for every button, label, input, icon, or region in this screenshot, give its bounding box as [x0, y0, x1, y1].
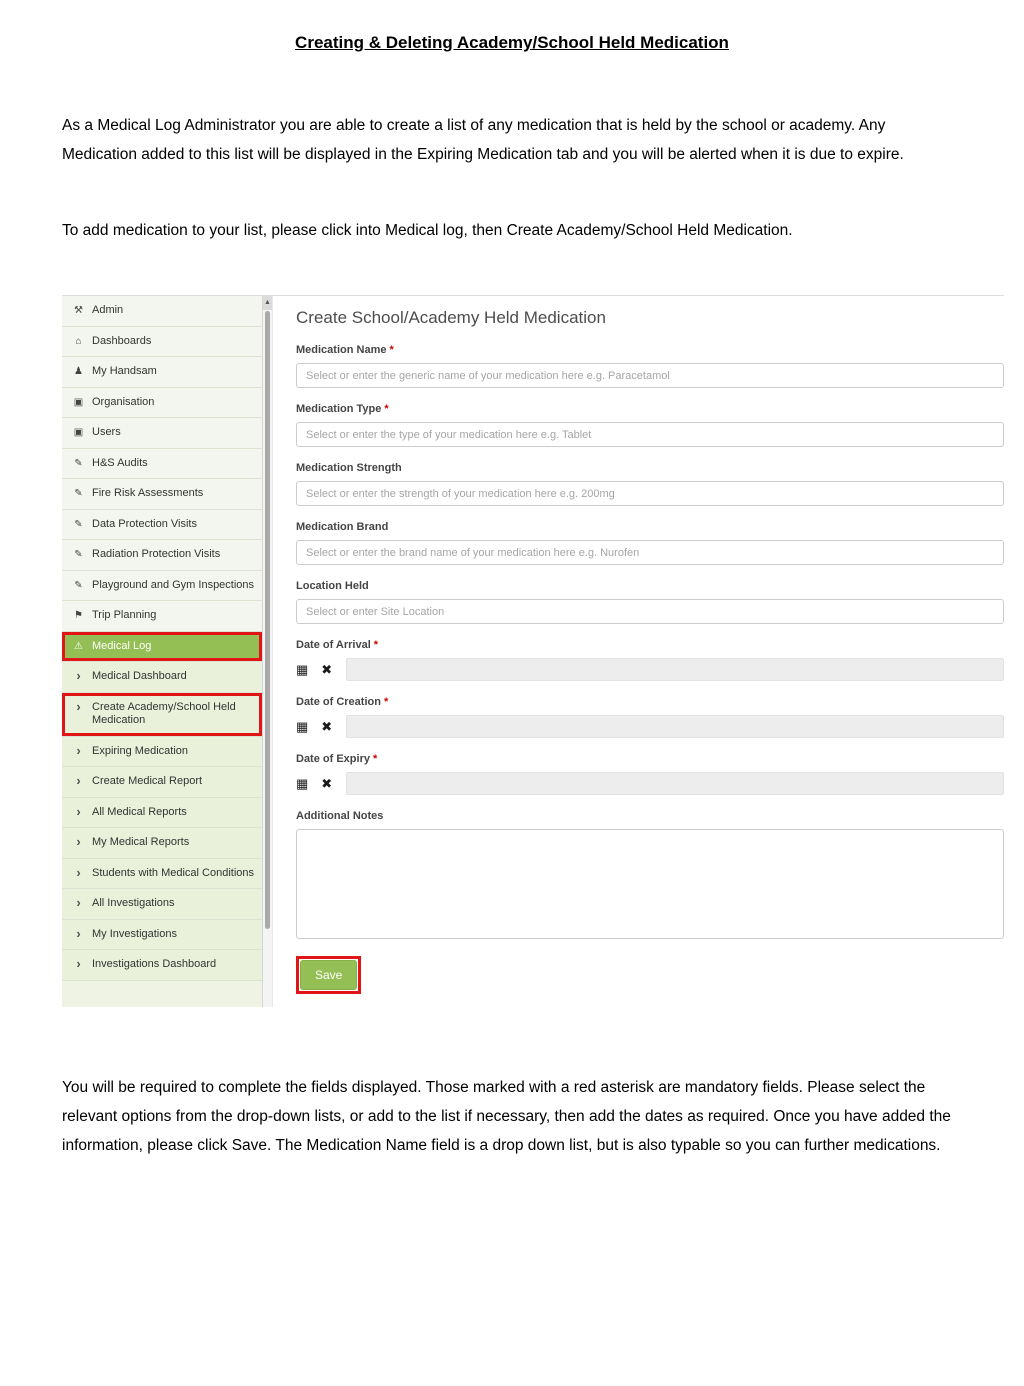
chevron-icon: › [76, 956, 81, 971]
page-title [0, 0, 1024, 53]
briefcase-icon: ▣ [73, 396, 84, 408]
sidebar-item-h-s-audits[interactable] [62, 449, 262, 480]
sidebar-item-label: Data Protection Visits [92, 517, 197, 530]
pencil-icon: ✎ [74, 549, 83, 560]
field-label: Date of Creation * [296, 696, 389, 708]
pencil-icon: ✎ [74, 518, 83, 530]
required-asterisk: * [373, 639, 379, 651]
save-button[interactable]: Save [300, 960, 357, 990]
create-medication-form [273, 296, 1004, 1007]
clear-date-icon[interactable]: ✖ [321, 776, 333, 791]
sidebar-item-fire-risk-assessments[interactable] [62, 479, 262, 510]
home-icon: ⌂ [75, 335, 82, 347]
sidebar-item-create-medical-report[interactable] [62, 767, 262, 798]
pencil-icon: ✎ [74, 457, 83, 469]
required-asterisk: * [384, 403, 389, 415]
required-asterisk: * [389, 344, 394, 356]
field-label: Date of Expiry * [296, 753, 378, 765]
calendar-icon[interactable]: ▦ [296, 776, 309, 791]
sidebar-item-label: Dashboards [92, 334, 152, 347]
medication-type-input[interactable] [296, 422, 1004, 447]
sidebar-item-expiring-medication[interactable] [62, 737, 262, 768]
calendar-icon[interactable]: ▦ [296, 719, 309, 734]
sidebar-item-label: Fire Risk Assessments [92, 487, 204, 499]
required-asterisk: * [383, 696, 389, 708]
sidebar-item-my-investigations[interactable] [62, 920, 262, 951]
save-button-highlight [296, 956, 361, 994]
form-field-date-of-creation [296, 696, 1004, 738]
sidebar-item-create-academy-school-held-medication[interactable] [62, 693, 262, 737]
chevron-icon: › [76, 895, 81, 910]
pencil-icon: ✎ [74, 488, 83, 499]
sidebar-item-admin[interactable] [62, 296, 262, 327]
chevron-icon: › [76, 834, 81, 849]
user-icon: ♟ [74, 366, 83, 377]
sidebar-item-investigations-dashboard[interactable] [62, 950, 262, 981]
sidebar-item-label: Admin [92, 304, 124, 316]
chevron-icon: › [76, 925, 81, 941]
pencil-icon: ✎ [74, 579, 83, 591]
date-of-creation-controls [296, 715, 1004, 738]
medication-brand-input[interactable] [296, 540, 1004, 565]
form-field-date-of-arrival [296, 639, 1004, 681]
form-field-medication-type [296, 403, 1004, 447]
sidebar-item-label: Students with Medical Conditions [92, 866, 255, 879]
instruction-paragraph: To add medication to your list, please click into Medical log, then Create Academy/School Held Medication. [62, 222, 793, 239]
page-title-text: Creating & Deleting Academy/School Held Medication [295, 33, 729, 52]
sidebar-item-label: My Medical Reports [92, 836, 190, 848]
sidebar-item-label: Medical Dashboard [92, 670, 187, 682]
chevron-icon: › [76, 698, 81, 714]
field-label: Medication Strength [296, 462, 402, 474]
sidebar-item-label: Users [92, 426, 121, 438]
date-of-arrival-input[interactable] [346, 658, 1004, 681]
required-asterisk: * [372, 753, 378, 765]
field-label: Medication Type * [296, 403, 389, 415]
chevron-icon: › [76, 803, 81, 819]
warning-icon: ⚠ [74, 640, 83, 652]
medication-strength-input[interactable] [296, 481, 1004, 506]
form-field-additional-notes [296, 810, 1004, 939]
closing-paragraph: You will be required to complete the fields displayed. Those marked with a red asterisk are mandatory fields. Please select the relevant options from the drop-down lists, or add to the list if necessary, then add the dates as required. Once you have added the information, please click Save. The Medication Name field is a drop down list, but is also typable so you can further medications. [62, 1079, 951, 1154]
sidebar-item-label: Organisation [92, 395, 155, 408]
briefcase-icon: ▣ [73, 427, 84, 438]
chevron-icon: › [76, 742, 81, 758]
sidebar-item-dashboards[interactable] [62, 327, 262, 358]
car-icon: ⚑ [74, 610, 83, 621]
sidebar-item-label: Radiation Protection Visits [92, 548, 221, 560]
sidebar-item-data-protection-visits[interactable] [62, 510, 262, 541]
sidebar-item-label: Medical Log [92, 639, 152, 652]
chevron-icon: › [76, 864, 81, 880]
sidebar-item-label: Create Medical Report [92, 775, 203, 787]
scrollbar-thumb[interactable] [265, 311, 270, 929]
intro-paragraph: As a Medical Log Administrator you are able to create a list of any medication that is held by the school or academy. Any Medication added to this list will be displayed in the Expiring Medication tab and you will be alerted when it is due to expire. [62, 117, 904, 163]
sidebar-item-medical-log[interactable] [62, 632, 262, 663]
field-label: Medication Brand [296, 521, 389, 533]
location-held-input[interactable] [296, 599, 1004, 624]
sidebar-item-label: Playground and Gym Inspections [92, 578, 255, 591]
form-title: Create School/Academy Held Medication [296, 308, 606, 327]
form-fields [296, 344, 1004, 939]
form-field-medication-strength [296, 462, 1004, 506]
sidebar-item-my-medical-reports[interactable] [62, 828, 262, 859]
sidebar-item-label: All Medical Reports [92, 805, 187, 818]
sidebar-scrollbar[interactable] [262, 296, 273, 1007]
additional-notes-textarea[interactable] [296, 829, 1004, 939]
sidebar-item-label: H&S Audits [92, 456, 148, 469]
form-field-date-of-expiry [296, 753, 1004, 795]
date-of-expiry-input[interactable] [346, 772, 1004, 795]
chevron-icon: › [76, 668, 81, 683]
sidebar-item-organisation[interactable] [62, 388, 262, 419]
field-label: Date of Arrival * [296, 639, 379, 651]
form-field-medication-brand [296, 521, 1004, 565]
date-of-expiry-controls [296, 772, 1004, 795]
form-field-location-held [296, 580, 1004, 624]
date-of-arrival-controls [296, 658, 1004, 681]
sidebar-item-label: My Investigations [92, 927, 177, 940]
sidebar-item-label: Trip Planning [92, 609, 157, 621]
wrench-icon: ⚒ [74, 305, 83, 316]
chevron-icon: › [76, 773, 81, 788]
sidebar-item-label: Expiring Medication [92, 744, 188, 757]
sidebar-item-all-investigations[interactable] [62, 889, 262, 920]
field-label: Medication Name * [296, 344, 394, 356]
sidebar-item-users[interactable] [62, 418, 262, 449]
sidebar-item-label: My Handsam [92, 365, 157, 377]
clear-date-icon[interactable]: ✖ [321, 662, 333, 677]
clear-date-icon[interactable]: ✖ [321, 719, 333, 734]
sidebar-item-all-medical-reports[interactable] [62, 798, 262, 829]
medication-name-input[interactable] [296, 363, 1004, 388]
sidebar-item-label: Investigations Dashboard [92, 958, 217, 970]
calendar-icon[interactable]: ▦ [296, 662, 309, 677]
sidebar-item-playground-and-gym-inspections[interactable] [62, 571, 262, 602]
sidebar-item-label: Create Academy/School Held Medication [92, 700, 236, 726]
sidebar [62, 296, 262, 1007]
embedded-screenshot [62, 295, 1004, 1007]
field-label: Location Held [296, 580, 369, 592]
field-label: Additional Notes [296, 810, 384, 822]
sidebar-item-medical-dashboard[interactable] [62, 662, 262, 693]
sidebar-item-label: All Investigations [92, 897, 175, 909]
sidebar-item-my-handsam[interactable] [62, 357, 262, 388]
form-field-medication-name [296, 344, 1004, 388]
scroll-up-icon[interactable]: ▲ [263, 296, 272, 310]
date-of-creation-input[interactable] [346, 715, 1004, 738]
sidebar-item-students-with-medical-conditions[interactable] [62, 859, 262, 890]
sidebar-item-trip-planning[interactable] [62, 601, 262, 632]
sidebar-item-radiation-protection-visits[interactable] [62, 540, 262, 571]
